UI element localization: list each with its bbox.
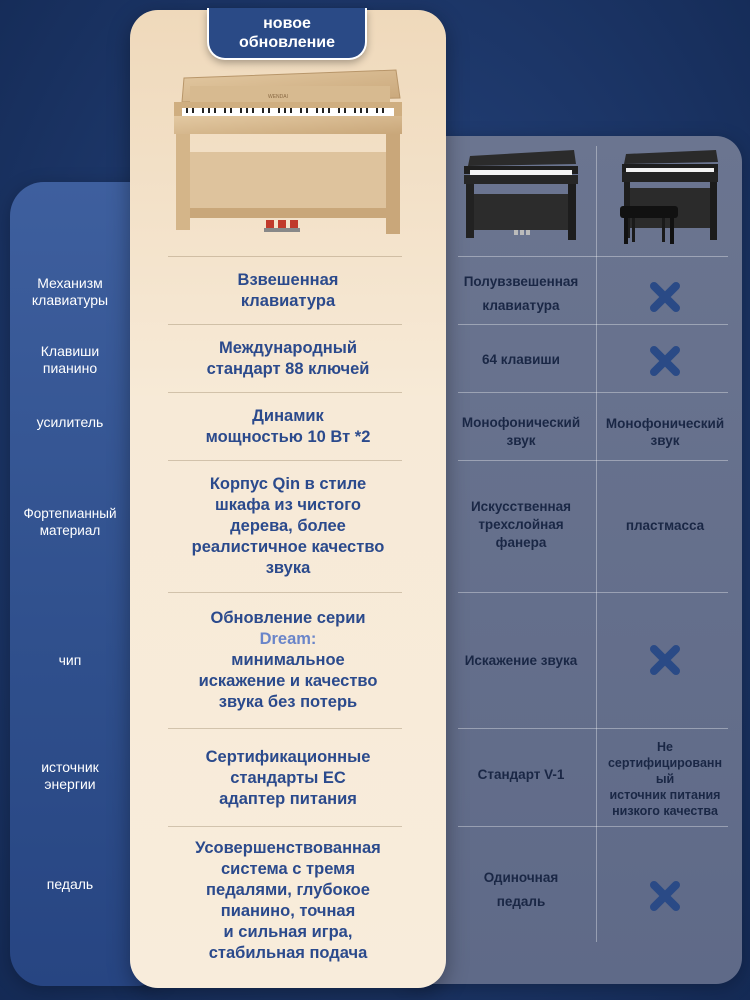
center-line: звука [265,558,311,577]
cross-icon [648,643,682,677]
mid-line: Полувзвешенная [463,274,579,289]
row-label-piano-material [10,500,130,544]
last-line: Монофонический [605,416,725,431]
center-line: стандарт 88 ключей [206,360,370,378]
mid-line: педаль [496,894,546,909]
row-label-pedal [10,868,130,900]
center-line: Корпус Qin в стиле [209,474,367,493]
badge-line-2: обновление [239,34,335,51]
center-line: Сертификационные [205,747,371,766]
center-line: Взвешенная [237,271,339,289]
separator [458,592,728,593]
row-label-power-source [10,754,130,798]
featured-amplifier [150,402,426,452]
center-line: педалями, глубокое [206,881,370,899]
badge-line-1: новое [263,15,311,32]
center-line: адаптер питания [219,789,357,808]
label-line: клавиатуры [31,292,109,308]
competitor-piano-image [462,148,582,244]
cross-icon [648,879,682,913]
competitor2-piano-material [598,510,732,540]
competitor-panel [400,136,742,984]
center-line: Международный [218,339,357,357]
mid-line: Искажение звука [464,653,578,668]
last-line: сертифицированн [607,756,722,770]
last-line: ый [655,772,675,786]
competitor-piano-material [452,490,590,560]
center-line: и сильная игра, [223,923,353,941]
mid-line: Монофонический [461,415,581,430]
competitor2-power-source [598,734,732,824]
competitor2-piano-keys [598,340,732,382]
center-line: стабильная подача [208,944,368,962]
mid-line: 64 клавиши [482,352,560,367]
competitor-power-source [452,760,590,790]
last-line: пластмасса [625,517,705,533]
center-line: клавиатура [240,292,336,310]
center-line: мощностью 10 Вт *2 [205,428,371,446]
center-line: Обновление серии [210,608,366,627]
last-line: источник питания [609,788,721,802]
center-line: Dream: [259,629,317,648]
mid-line: звук [506,433,536,448]
featured-piano-keys [150,334,426,384]
separator [168,592,402,593]
piano-brand-text: WENDAI [268,94,288,100]
separator [458,826,728,827]
separator [168,728,402,729]
separator [458,392,728,393]
featured-keyboard-mechanism [150,266,426,316]
center-line: дерева, более [230,516,346,535]
last-line: Не [657,740,673,754]
label-line: усилитель [36,413,104,430]
center-line: искажение и качество [198,671,378,690]
center-line: звука без потерь [218,692,358,711]
center-line: реалистичное качество [191,537,385,556]
center-line: Динамик [252,407,324,425]
cross-icon [648,280,682,314]
label-line: материал [39,523,101,538]
row-label-keyboard-mechanism [10,270,130,314]
competitor2-chip [598,640,732,680]
competitor-pedal [452,864,590,916]
center-line: стандарты ЕС [230,768,346,787]
competitor-keyboard-mechanism [452,266,590,322]
center-line: минимальное [231,650,345,669]
separator [168,826,402,827]
wood-piano-image [168,68,408,240]
competitor2-pedal [598,876,732,916]
featured-chip [150,602,426,718]
label-line: чип [58,651,82,668]
mid-line: Одиночная [483,870,559,885]
mid-line: Искусственная [470,499,572,514]
mid-line: фанера [495,535,547,550]
competitor-amplifier [452,404,590,460]
separator [168,460,402,461]
row-label-piano-keys [10,338,130,382]
new-update-badge [207,8,367,60]
separator [168,256,402,257]
column-divider [596,146,597,942]
separator [458,256,728,257]
row-label-chip [10,644,130,676]
competitor2-amplifier [598,404,732,460]
separator [458,728,728,729]
competitor-chip [452,646,590,676]
row-label-amplifier [10,406,130,438]
separator [458,460,728,461]
separator [168,324,402,325]
label-line: Фортепианный [23,506,117,521]
label-line: пианино [42,360,98,376]
label-line: Механизм [37,275,103,291]
competitor-piano-with-bench-image [612,148,724,248]
separator [168,392,402,393]
competitor2-keyboard-mechanism [598,276,732,318]
mid-line: клавиатура [482,298,560,313]
label-line: источник [41,759,99,775]
separator [458,324,728,325]
featured-pedal [150,834,426,968]
center-line: система с тремя [221,860,355,878]
mid-line: Стандарт V-1 [477,767,565,782]
center-line: Усовершенствованная [195,839,381,857]
label-line: Клавиши [40,343,100,359]
label-line: педаль [46,875,94,892]
center-line: пианино, точная [220,902,356,920]
last-line: звук [650,433,680,448]
last-line: низкого качества [612,804,718,818]
center-line: шкафа из чистого [215,495,361,514]
cross-icon [648,344,682,378]
label-line: энергии [44,776,96,792]
featured-power-source [150,738,426,818]
mid-line: трехслойная [478,517,564,532]
featured-piano-material [150,470,426,582]
competitor-piano-keys [452,340,590,380]
